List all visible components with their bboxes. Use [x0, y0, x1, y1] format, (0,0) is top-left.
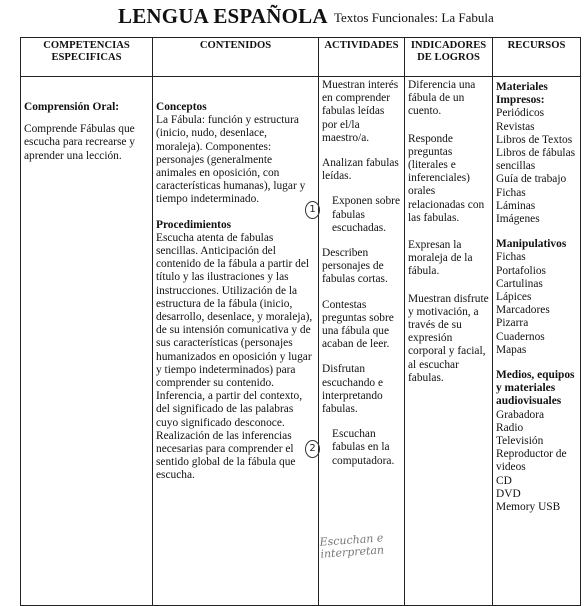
actividad-item: Contestas preguntas sobre una fábula que acaban de leer.	[322, 298, 394, 351]
recurso-item: CD	[496, 474, 512, 487]
actividad-item: Analizan fabulas leídas.	[322, 157, 399, 183]
recurso-item: Periódicos	[496, 107, 545, 120]
circled-number-1: 1	[305, 201, 320, 219]
indicador-item: Expresan la moraleja de la fábula.	[408, 239, 473, 278]
actividad-item: Describen personajes de fabulas cortas.	[322, 247, 388, 286]
recurso-item: Marcadores	[496, 304, 550, 317]
recurso-item: Televisión	[496, 435, 544, 448]
procedimientos-heading: Procedimientos	[156, 218, 232, 231]
recurso-item: Revistas	[496, 120, 535, 133]
actividades-cell	[319, 77, 405, 606]
header-competencias: COMPETENCIAS ESPECIFICAS	[21, 38, 153, 77]
competencias-text: Comprende Fábulas que escucha para recrearse y aprender una lección.	[24, 123, 135, 162]
header-recursos: RECURSOS	[493, 38, 581, 77]
medios-heading: Medios, equipos y materiales audiovisuales	[496, 369, 575, 408]
recurso-item: Cartulinas	[496, 277, 543, 290]
title-row	[0, 4, 584, 32]
recurso-item: Lápices	[496, 291, 532, 304]
page-title: LENGUA ESPAÑOLA	[118, 4, 328, 28]
recurso-item: Guía de trabajo	[496, 173, 567, 186]
conceptos-text: La Fábula: función y estructura (inicio, nudo, desenlace, moraleja). Componentes: personajes (generalmente animales en oposición, con características humanas), lugar y tiempo indeterminado.	[156, 114, 306, 206]
recurso-item: Reproductor de videos	[496, 448, 567, 474]
planning-table	[20, 37, 581, 606]
content-row	[21, 77, 581, 606]
contenidos-cell	[153, 77, 319, 606]
handwritten-note: Escuchan e interpretan	[319, 531, 385, 561]
recurso-item: Memory USB	[496, 501, 561, 514]
recursos-cell	[493, 77, 581, 606]
actividad-item: Muestran interés en comprender fabulas leídas por el/la maestro/a.	[322, 79, 399, 144]
recurso-item: Pizarra	[496, 317, 529, 330]
competencias-heading: Comprensión Oral:	[24, 101, 120, 113]
recurso-item: Cuadernos	[496, 330, 545, 343]
recurso-item: Fichas	[496, 251, 526, 264]
actividad-item: Disfrutan escuchando e interpretando fabulas.	[322, 363, 384, 416]
recurso-item: Libros de Textos	[496, 133, 573, 146]
recurso-item: Imágenes	[496, 213, 540, 226]
procedimientos-text: Escucha atenta de fabulas sencillas. Anticipación del contenido de la fábula a partir del título y las ilustraciones y las instrucciones. Utilización de la estructura de la fábula (inicio, desarrollo, desenlace, y moraleja), de su intensión comunicativa y de sus características (personajes humanizados en oposición y lugar y tiempo indeterminados) para comprender su contenido. Inferencia, a partir del contexto, del significado de las palabras cuyo significado desconoce. Realización de las inferencias necesarias para comprender el sentido global de la fábula que escucha.	[156, 231, 313, 482]
header-contenidos: CONTENIDOS	[153, 38, 319, 77]
indicador-item: Diferencia una fábula de un cuento.	[408, 79, 476, 118]
recurso-item: Libros de fábulas sencillas	[496, 147, 576, 173]
materiales-heading: Materiales Impresos:	[496, 81, 548, 107]
conceptos-heading: Conceptos	[156, 101, 207, 113]
recurso-item: Portafolios	[496, 264, 546, 277]
competencias-cell	[21, 77, 153, 606]
recurso-item: Fichas	[496, 186, 526, 199]
header-actividades: ACTIVIDADES	[319, 38, 405, 77]
manipulativos-heading: Manipulativos	[496, 238, 567, 251]
recurso-item: Radio	[496, 421, 524, 434]
header-indicadores: INDICADORES DE LOGROS	[405, 38, 493, 77]
recurso-item: Mapas	[496, 343, 527, 356]
recurso-item: Láminas	[496, 199, 536, 212]
recurso-item: DVD	[496, 487, 521, 500]
indicadores-cell	[405, 77, 493, 606]
circled-number-2: 2	[305, 440, 320, 458]
header-row	[21, 38, 581, 77]
actividad-item: Exponen sobre fabulas escuchadas.	[332, 195, 401, 234]
actividad-item: Escuchan fabulas en la computadora.	[332, 428, 395, 467]
indicador-item: Responde preguntas (literales e inferenciales) orales relacionadas con las fabulas.	[408, 132, 485, 224]
recurso-item: Grabadora	[496, 408, 545, 421]
page-subtitle: Textos Funcionales: La Fabula	[334, 10, 494, 25]
indicador-item: Muestran disfrute y motivación, a través de su expresión corporal y facial, al escuchar fabulas.	[408, 292, 489, 384]
